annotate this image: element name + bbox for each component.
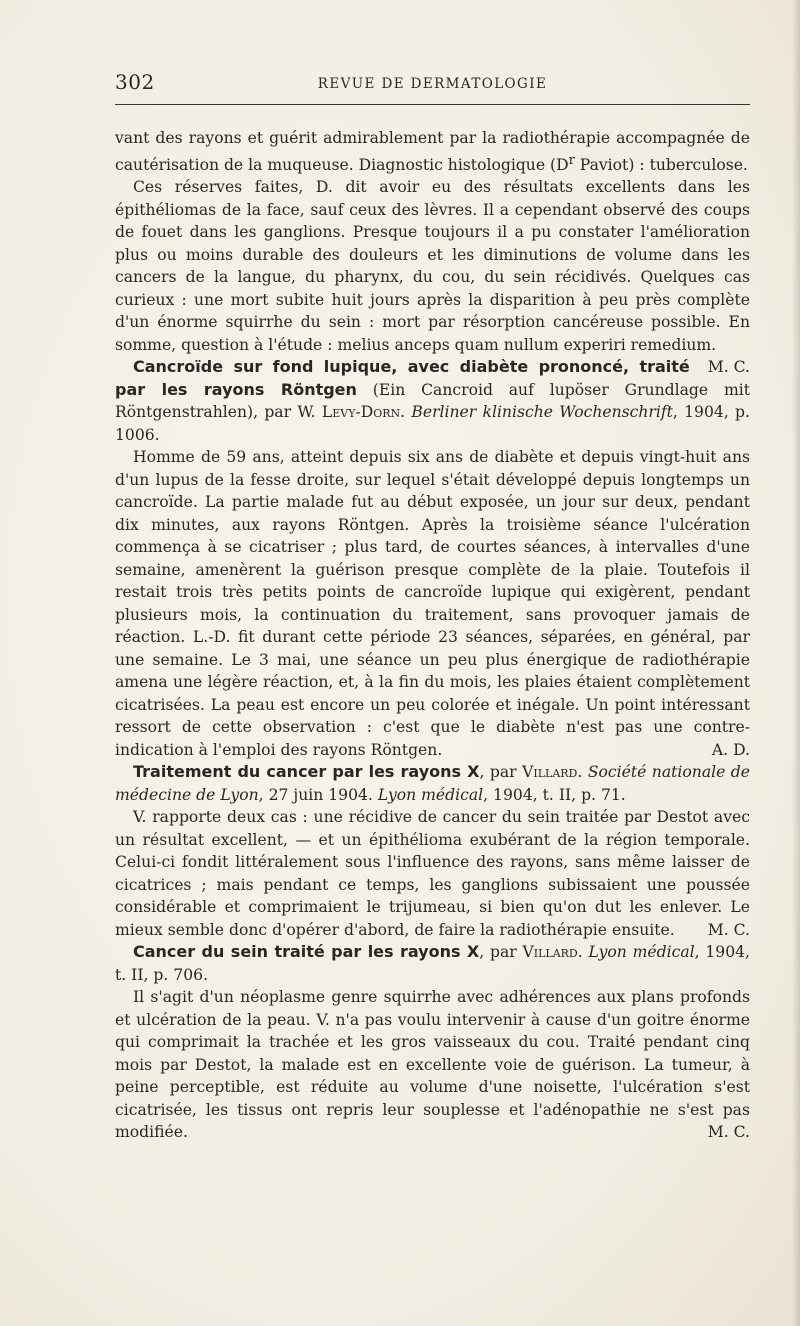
paragraph-text: Homme de 59 ans, atteint depuis six ans de diabète et depuis vingt-huit ans d'un lupus de la fesse droite, sur lequel s'était développé depuis longtemps un cancroïde. La partie malade fut au début exposée, un jour sur deux, pendant dix minutes, aux rayons Röntgen. Après la troisième séance l'ulcération commença à se cicatriser ; plus tard, de courtes séances, à intervalles d'une semaine, amenèrent la guérison presque complète de la plaie. Toutefois il restait trois très petits points de cancroïde lupique qui exigèrent, pendant plusieurs mois, la continuation du traitement, sans provoquer jamais de réaction. L.-D. fit durant cette période 23 séances, séparées, en général, par une semaine. Le 3 mai, une séance un peu plus énergique de radiothérapie amena une légère réaction, et, à la fin du mois, les plaies étaient complètement cicatrisées. La peau est encore un peu colorée et inégale. Un point intéressant ressort de cette observation : c'est que le diabète n'est pas une contre-indication à l'emploi des rayons Röntgen. (115, 448, 750, 759)
page-body (115, 127, 750, 1144)
journal-name: Berliner klinische Wochenschrift (411, 403, 673, 422)
paragraph-reserves (115, 176, 750, 377)
journal-name: Lyon médical (377, 785, 484, 804)
reference-text: , 1904, p. 1006. (115, 403, 750, 444)
article-heading-cancer-sein (115, 941, 750, 986)
paragraph-text: Paviot) : tuberculose. (574, 155, 748, 174)
author-name: Villard (522, 763, 578, 782)
article-heading-traitement (115, 761, 750, 806)
article-heading-cancroide (115, 356, 750, 446)
paragraph-continuation (115, 127, 750, 176)
article-title: Traitement du cancer par les rayons X (133, 762, 480, 782)
reference-text: . (400, 403, 412, 422)
journal-name: Société nationale de médecine de Lyon (115, 763, 751, 804)
author-initials: M. C. (707, 920, 750, 939)
reference-text: , 1904, t. II, p. 71. (483, 785, 626, 804)
author-initials: A. D. (711, 740, 750, 759)
reference-text: , par (479, 763, 523, 782)
page-edge-shadow (792, 0, 800, 1326)
author-name: Villard (522, 943, 578, 962)
superscript: r (568, 152, 575, 168)
page-header (115, 70, 750, 105)
article-body-cancroide (115, 446, 750, 761)
author-initials: M. C. (707, 358, 750, 377)
reference-text: . (577, 763, 588, 782)
page-number: 302 (115, 70, 155, 94)
article-title: Cancroïde sur fond lupique, avec diabète prononcé, traité par les rayons Röntgen (115, 357, 690, 399)
reference-text: . (577, 943, 589, 962)
reference-text: , 27 juin 1904. (258, 785, 378, 804)
author-initials: M. C. (707, 1123, 750, 1142)
journal-name: Lyon médical (588, 943, 695, 962)
running-title: REVUE DE DERMATOLOGIE (317, 76, 548, 92)
paragraph-text: vant des rayons et guérit admirablement par la radiothérapie accompagnée de cautérisation de la muqueuse. Diagnostic histologique (D (115, 129, 750, 174)
paragraph-text: Il s'agit d'un néoplasme genre squirrhe avec adhérences aux plans profonds et ulcération de la peau. V. n'a pas voulu intervenir à cause d'un goitre énorme qui comprimait la trachée et les gros vaisseaux du cou. Traité pendant cinq mois par Destot, la malade est en excellente voie de guérison. La tumeur, à peine perceptible, est réduite au volume d'une noisette, l'ulcération s'est cicatrisée, les tissus ont repris leur souplesse et l'adénopathie ne s'est pas modifiée. (115, 988, 750, 1142)
reference-text: , 1904, t. II, p. 706. (115, 943, 750, 984)
reference-text: , par (479, 943, 523, 962)
article-body-cancer-sein (115, 986, 750, 1144)
paragraph-text: V. rapporte deux cas : une récidive de cancer du sein traitée par Destot avec un résultat excellent, — et un épithélioma exubérant de la région temporale. Celui-ci fondit littéralement sous l'influence des rayons, sans même laisser de cicatrices ; mais pendant ce temps, les ganglions subissaient une poussée considérable et comprimaient le trijumeau, si bien qu'on dut les enlever. Le mieux semble donc d'opérer d'abord, de faire la radiothérapie ensuite. (115, 808, 750, 939)
article-title: Cancer du sein traité par les rayons X (133, 942, 480, 962)
paragraph-text: Ces réserves faites, D. dit avoir eu des résultats excellents dans les épithéliomas de la face, sauf ceux des lèvres. Il a cependant observé des coups de fouet dans les ganglions. Presque toujours il a pu constater l'amélioration plus ou moins durable des douleurs et les diminutions de volume dans les cancers de la langue, du pharynx, du cou, du sein récidivés. Quelques cas curieux : une mort subite huit jours après la disparition à peu près complète d'un énorme squirrhe du sein : mort par résorption cancéreuse possible. En somme, question à l'étude : melius anceps quam nullum experiri remedium. (115, 178, 750, 354)
article-body-traitement (115, 806, 750, 941)
author-name: Levy-Dorn (321, 403, 401, 422)
reference-text: (Ein Cancroid auf lupöser Grundlage mit Röntgenstrahlen), par W. (115, 380, 750, 422)
